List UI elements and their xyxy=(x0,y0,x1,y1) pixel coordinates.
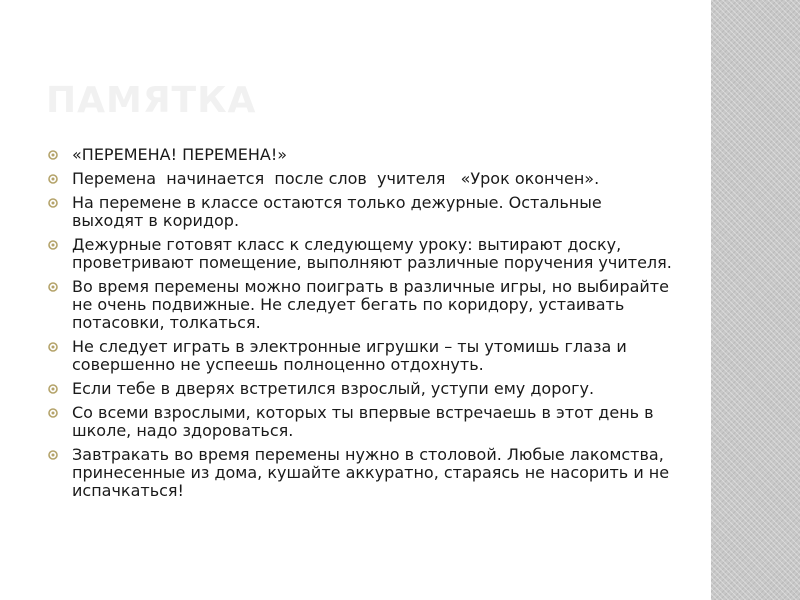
list-item xyxy=(46,380,676,398)
list-item xyxy=(46,446,676,500)
bullet-text: Со всеми взрослыми, которых ты впервые встречаешь в этот день в школе, надо здороваться. xyxy=(72,403,654,440)
bullet-text: Дежурные готовят класс к следующему уроку: вытирают доску, проветривают помещение, выполняют различные поручения учителя. xyxy=(72,235,672,272)
bullet-text: Не следует играть в электронные игрушки – ты утомишь глаза и совершенно не успеешь полноценно отдохнуть. xyxy=(72,337,627,374)
decorative-side-band xyxy=(711,0,800,600)
list-item xyxy=(46,170,676,188)
bullet-circle-icon xyxy=(46,172,60,186)
bullet-circle-icon xyxy=(46,448,60,462)
bullet-text: Во время перемены можно поиграть в различные игры, но выбирайте не очень подвижные. Не следует бегать по коридору, устаивать потасовки, толкаться. xyxy=(72,277,669,332)
bullet-text: Завтракать во время перемены нужно в столовой. Любые лакомства, принесенные из дома, кушайте аккуратно, стараясь не насорить и не испачкаться! xyxy=(72,445,670,500)
bullet-circle-icon xyxy=(46,148,60,162)
list-item xyxy=(46,194,676,230)
slide-title: ПАМЯТКА xyxy=(46,80,257,121)
list-item xyxy=(46,236,676,272)
bullet-list xyxy=(46,146,676,506)
list-item xyxy=(46,146,676,164)
bullet-circle-icon xyxy=(46,280,60,294)
bullet-text: Перемена начинается после слов учителя «Урок окончен». xyxy=(72,169,600,188)
bullet-circle-icon xyxy=(46,196,60,210)
bullet-circle-icon xyxy=(46,340,60,354)
list-item xyxy=(46,404,676,440)
bullet-text: «ПЕРЕМЕНА! ПЕРЕМЕНА!» xyxy=(72,145,288,164)
bullet-text: На перемене в классе остаются только дежурные. Остальные выходят в коридор. xyxy=(72,193,602,230)
bullet-circle-icon xyxy=(46,406,60,420)
bullet-text: Если тебе в дверях встретился взрослый, уступи ему дорогу. xyxy=(72,379,595,398)
list-item xyxy=(46,338,676,374)
bullet-circle-icon xyxy=(46,382,60,396)
bullet-circle-icon xyxy=(46,238,60,252)
list-item xyxy=(46,278,676,332)
